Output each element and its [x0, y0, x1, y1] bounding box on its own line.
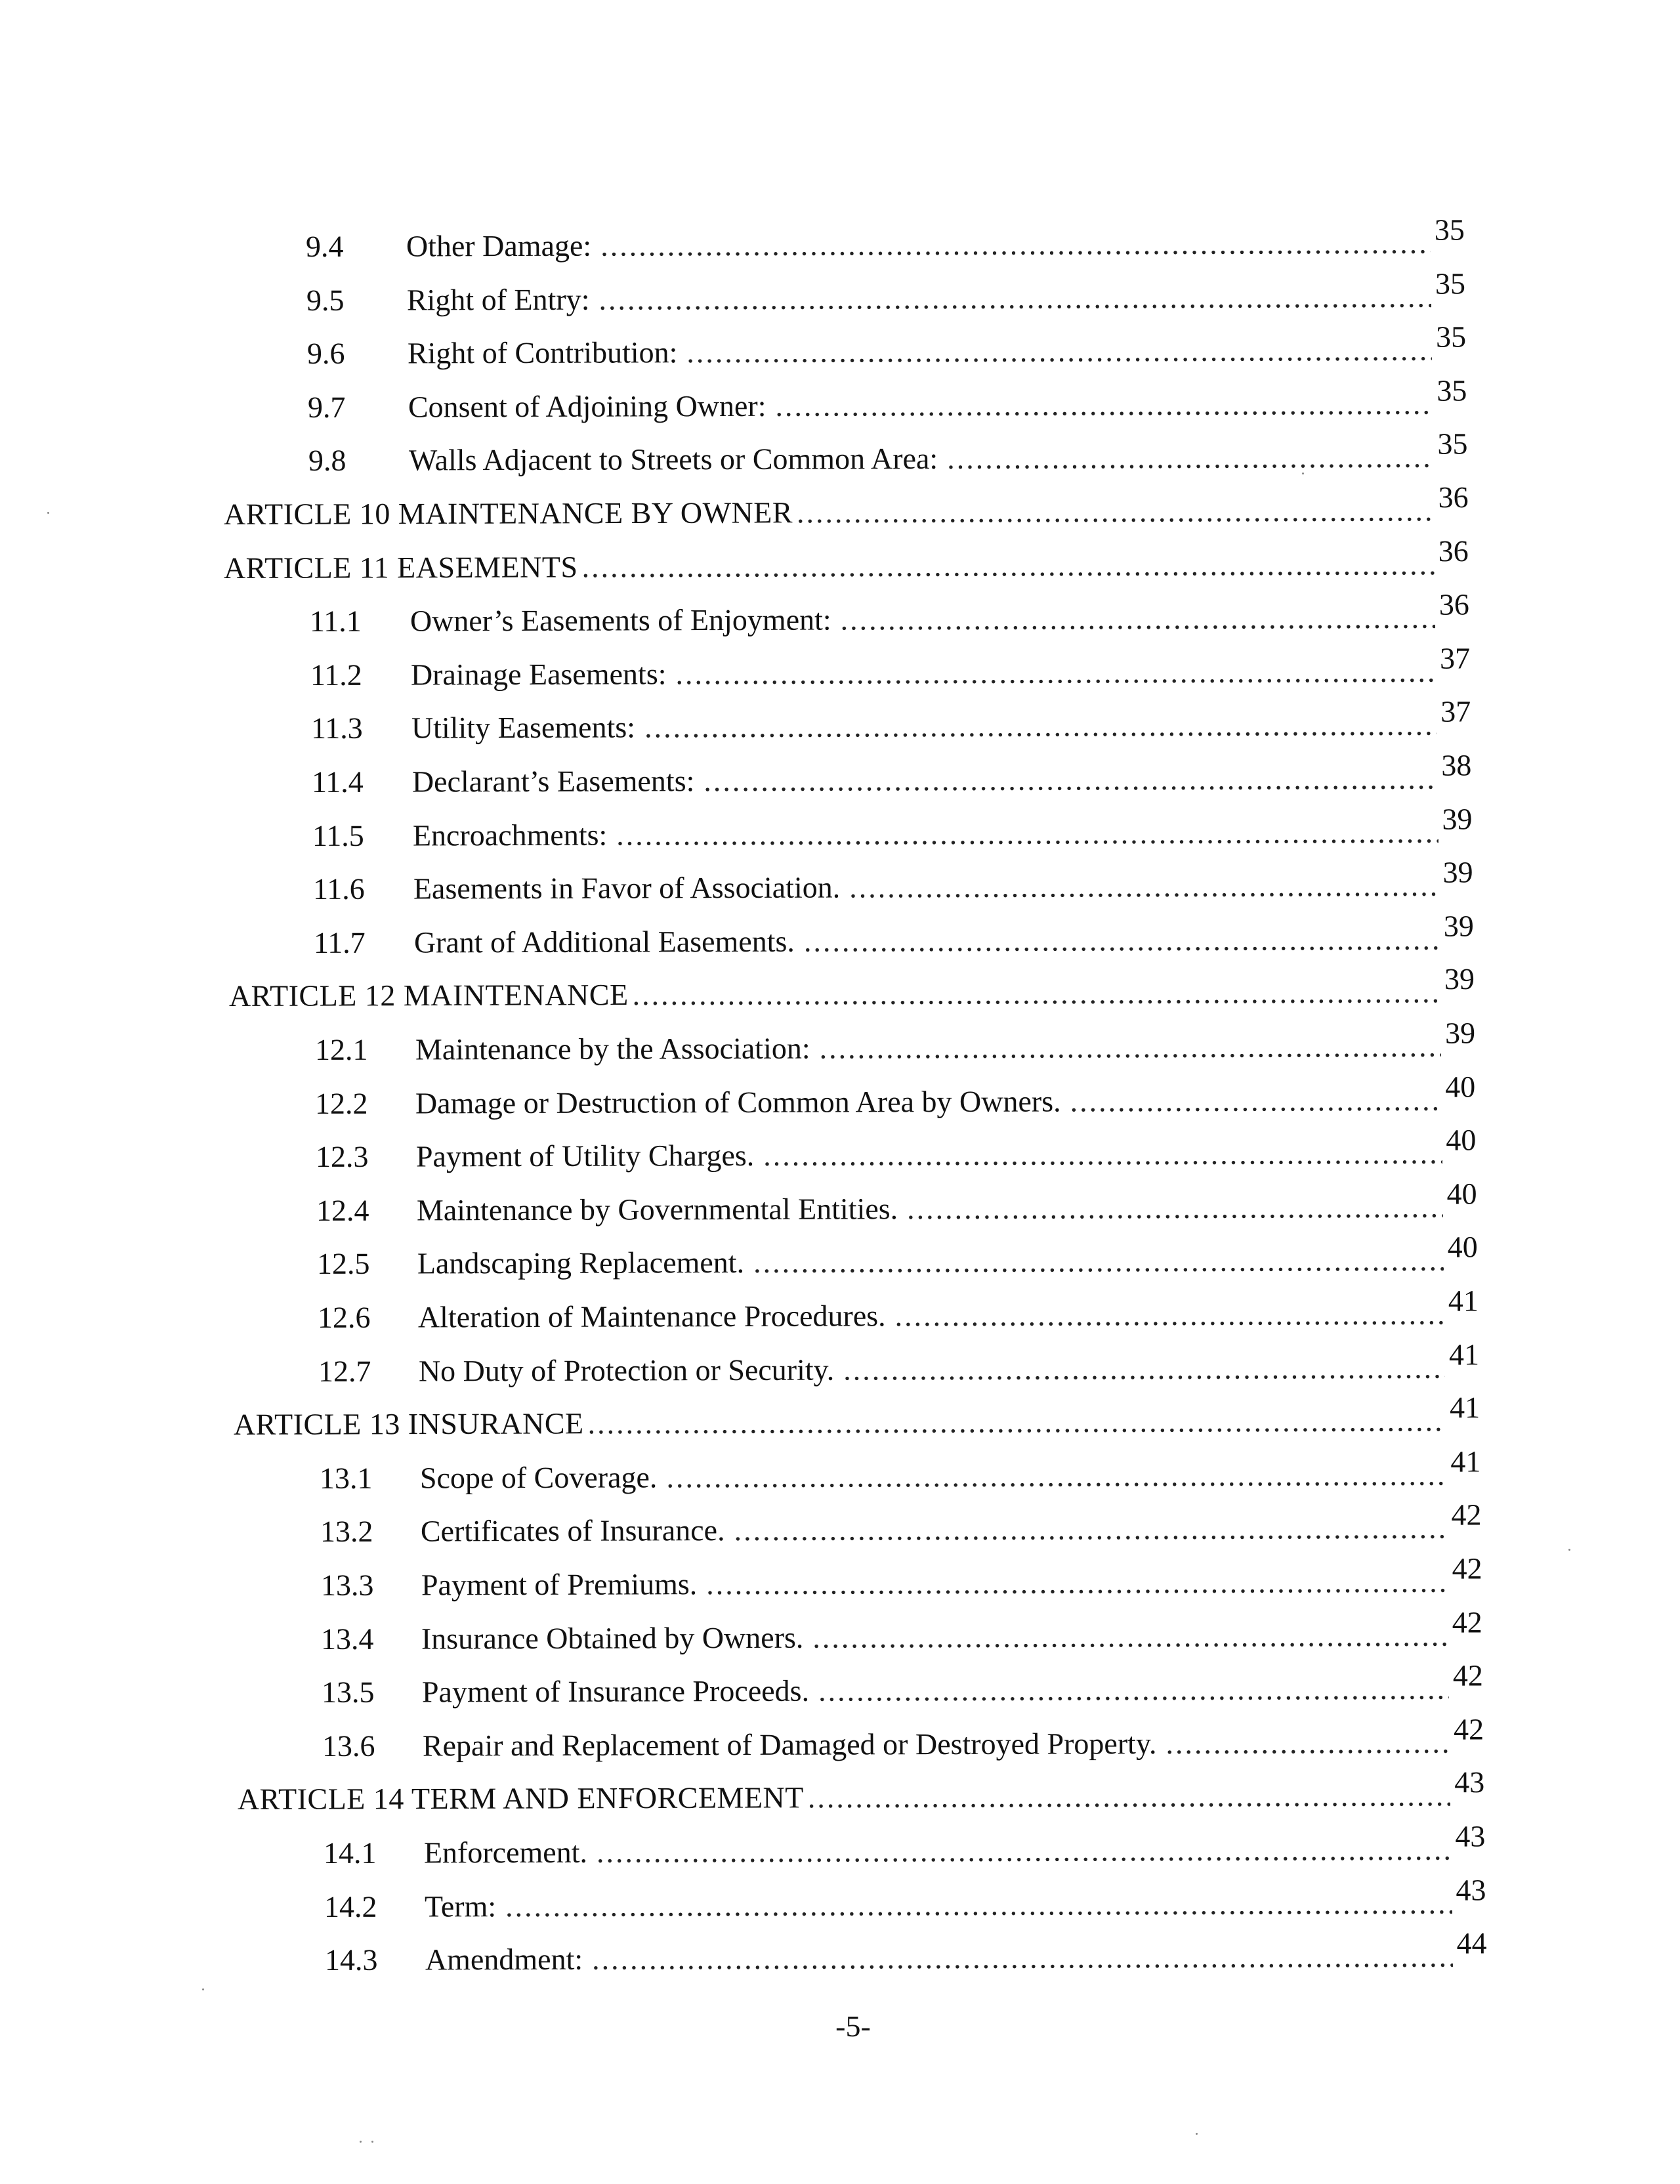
toc-section-entry	[317, 1284, 1479, 1337]
dot-leader	[704, 759, 1437, 801]
toc-entry-title: Amendment:	[425, 1942, 583, 1977]
toc-page-number: 42	[1454, 1712, 1484, 1746]
toc-page-number: 42	[1450, 1498, 1482, 1532]
toc-section-entry	[324, 1926, 1487, 1981]
toc-section-entry	[313, 909, 1474, 963]
toc-article-entry	[228, 962, 1475, 1016]
toc-entry-title: Certificates of Insurance.	[420, 1513, 725, 1548]
toc-entry-title: Landscaping Replacement.	[417, 1246, 745, 1280]
dot-leader	[666, 1455, 1446, 1497]
toc-section-entry	[320, 1551, 1482, 1605]
toc-section-number: 12.1	[314, 1032, 368, 1066]
dot-leader	[734, 1509, 1447, 1550]
scan-speck	[371, 2141, 373, 2143]
toc-section-number: 14.3	[324, 1942, 378, 1977]
dot-leader	[819, 1027, 1441, 1068]
scan-speck	[1302, 472, 1304, 474]
toc-section-number: 13.2	[320, 1515, 373, 1549]
dot-leader	[1166, 1723, 1450, 1763]
dot-leader	[505, 1883, 1452, 1926]
toc-section-number: 13.5	[322, 1675, 375, 1710]
toc-entry-title: Owner’s Easements of Enjoyment:	[410, 602, 832, 638]
toc-page-number: 40	[1446, 1177, 1477, 1211]
toc-section-number: 11.3	[310, 711, 363, 746]
toc-entry-title: No Duty of Protection or Security.	[418, 1353, 835, 1388]
toc-page-number: 35	[1435, 320, 1467, 354]
dot-leader	[818, 1670, 1449, 1711]
toc-entry-title: Easements in Favor of Association.	[413, 870, 841, 906]
dot-leader	[686, 331, 1432, 373]
toc-page-number: 40	[1445, 1070, 1476, 1104]
toc-section-number: 12.4	[316, 1193, 369, 1227]
toc-page-number: 41	[1450, 1444, 1481, 1479]
toc-section-entry	[316, 1123, 1477, 1177]
toc-entry-title: Utility Easements:	[411, 710, 636, 745]
toc-section-entry	[308, 427, 1468, 481]
dot-leader	[775, 384, 1433, 425]
toc-page-number: 35	[1435, 266, 1465, 301]
dot-leader	[587, 1401, 1446, 1443]
toc-page-number: 42	[1452, 1605, 1483, 1639]
toc-page-number: 36	[1438, 480, 1469, 514]
toc-entry-title: Scope of Coverage.	[419, 1460, 658, 1495]
toc-entry-title: ARTICLE 14 TERM AND ENFORCEMENT	[237, 1780, 804, 1816]
dot-leader	[843, 1348, 1445, 1389]
dot-leader	[592, 1937, 1453, 1979]
toc-page-number: 43	[1454, 1765, 1485, 1799]
toc-section-entry	[322, 1658, 1484, 1713]
toc-section-entry	[312, 802, 1473, 856]
dot-leader	[753, 1241, 1444, 1282]
toc-section-number: 9.7	[307, 390, 346, 424]
toc-entry-title: Drainage Easements:	[411, 657, 667, 692]
dot-leader	[600, 224, 1431, 266]
toc-entry-title: ARTICLE 11 EASEMENTS	[224, 549, 579, 585]
toc-section-entry	[320, 1498, 1482, 1552]
toc-article-entry	[233, 1391, 1480, 1444]
toc-entry-title: ARTICLE 12 MAINTENANCE	[228, 978, 629, 1013]
toc-entry-title: Enforcement.	[423, 1835, 588, 1870]
toc-page-number: 35	[1437, 427, 1468, 461]
toc-page-number: 41	[1449, 1391, 1480, 1425]
toc-entry-title: Maintenance by the Association:	[415, 1031, 810, 1066]
toc-section-entry	[310, 641, 1471, 695]
toc-entry-title: Right of Contribution:	[407, 335, 678, 370]
toc-section-number: 12.5	[316, 1247, 370, 1281]
dot-leader	[813, 1616, 1449, 1657]
toc-page-number: 39	[1444, 1016, 1475, 1050]
toc-page-number: 37	[1440, 641, 1471, 675]
toc-page-number: 43	[1455, 1819, 1486, 1853]
toc-entry-title: Payment of Premiums.	[421, 1567, 697, 1602]
dot-leader	[763, 1134, 1442, 1175]
toc-section-number: 11.5	[312, 818, 364, 852]
toc-section-number: 14.2	[324, 1889, 377, 1923]
toc-section-entry	[314, 1016, 1475, 1070]
toc-page-number: 40	[1446, 1123, 1477, 1157]
dot-leader	[616, 812, 1438, 854]
toc-page-number: 41	[1448, 1284, 1479, 1318]
toc-entry-title: Walls Adjacent to Streets or Common Area:	[408, 442, 938, 477]
toc-page-number: 36	[1438, 534, 1469, 568]
scan-speck	[360, 2141, 362, 2143]
dot-leader	[582, 545, 1435, 587]
toc-section-number: 13.1	[319, 1461, 373, 1495]
toc-page-number: 42	[1453, 1658, 1484, 1692]
toc-section-entry	[310, 587, 1470, 642]
dot-leader	[676, 652, 1437, 694]
toc-section-number: 9.8	[308, 444, 346, 478]
toc-entry-title: ARTICLE 13 INSURANCE	[233, 1406, 584, 1442]
toc-page-number: 39	[1442, 802, 1473, 836]
toc-page-number: 39	[1443, 909, 1474, 943]
toc-section-entry	[311, 748, 1472, 802]
toc-entry-title: Other Damage:	[406, 228, 592, 263]
toc-section-number: 11.7	[313, 925, 366, 959]
dot-leader	[808, 1776, 1451, 1818]
toc-entry-title: Term:	[424, 1889, 497, 1923]
toc-entry-title: Insurance Obtained by Owners.	[421, 1620, 804, 1656]
toc-section-entry	[321, 1605, 1483, 1659]
dot-leader	[803, 919, 1439, 961]
toc-section-number: 11.6	[312, 872, 365, 906]
toc-entry-title: Maintenance by Governmental Entities.	[417, 1192, 898, 1227]
toc-entry-title: Right of Entry:	[406, 282, 590, 317]
toc-entry-title: Consent of Adjoining Owner:	[408, 388, 766, 424]
toc-entry-title: Alteration of Maintenance Procedures.	[417, 1299, 886, 1334]
toc-section-number: 14.1	[323, 1836, 377, 1870]
toc-page-number: 37	[1440, 694, 1471, 728]
toc-section-entry	[307, 373, 1467, 427]
toc-section-entry	[318, 1337, 1479, 1391]
toc-article-entry	[237, 1765, 1485, 1819]
toc-entry-title: Payment of Insurance Proceeds.	[422, 1673, 810, 1709]
toc-entry-title: Grant of Additional Easements.	[413, 924, 795, 959]
toc-entry-title: Declarant’s Easements:	[411, 764, 695, 799]
toc-section-number: 13.4	[321, 1622, 374, 1656]
scan-speck	[1568, 1549, 1570, 1551]
dot-leader	[706, 1563, 1448, 1605]
toc-entry-title: Payment of Utility Charges.	[416, 1139, 755, 1173]
scan-speck	[1196, 2133, 1198, 2135]
toc-section-entry	[312, 855, 1473, 910]
dot-leader	[796, 491, 1434, 532]
toc-section-entry	[316, 1230, 1478, 1284]
toc-page-number: 35	[1436, 373, 1467, 408]
dot-leader	[895, 1295, 1444, 1336]
toc-section-entry	[316, 1177, 1477, 1230]
toc-section-number: 12.2	[315, 1086, 368, 1120]
dot-leader	[1070, 1080, 1442, 1121]
dot-leader	[644, 705, 1437, 747]
scan-speck	[202, 1988, 204, 1990]
toc-article-entry	[223, 480, 1469, 534]
toc-page-number: 38	[1441, 748, 1472, 782]
dot-leader	[598, 277, 1431, 319]
toc-section-entry	[315, 1070, 1476, 1124]
toc-page-number: 43	[1456, 1873, 1486, 1907]
toc-section-number: 12.6	[317, 1300, 371, 1334]
toc-page-number: 41	[1448, 1337, 1479, 1372]
toc-section-entry	[324, 1873, 1486, 1927]
dot-leader	[632, 973, 1440, 1015]
toc-entry-title: Encroachments:	[412, 818, 608, 852]
toc-page-number: 42	[1452, 1551, 1482, 1586]
toc-page-number: 40	[1447, 1230, 1478, 1264]
toc-page-number: 39	[1444, 962, 1475, 996]
toc-section-entry	[319, 1444, 1481, 1498]
toc-page-number: 39	[1442, 855, 1473, 889]
toc-section-entry	[322, 1712, 1484, 1766]
toc-entry-title: ARTICLE 10 MAINTENANCE BY OWNER	[223, 495, 793, 531]
toc-section-number: 13.3	[320, 1568, 373, 1602]
toc-page-number: 35	[1434, 213, 1465, 247]
toc-section-number: 9.5	[306, 283, 345, 317]
toc-section-entry	[305, 213, 1465, 266]
toc-page-number: 36	[1439, 587, 1470, 621]
dot-leader	[849, 866, 1439, 908]
toc-section-number: 12.3	[316, 1139, 369, 1174]
toc-section-number: 11.2	[310, 658, 362, 692]
toc-section-entry	[306, 320, 1467, 374]
toc-section-number: 9.4	[305, 229, 344, 264]
page-number-footer: -5-	[835, 2009, 871, 2043]
dot-leader	[907, 1187, 1443, 1228]
toc-section-entry	[306, 266, 1465, 320]
toc-section-entry	[323, 1819, 1486, 1873]
toc-section-entry	[310, 694, 1471, 749]
dot-leader	[597, 1830, 1452, 1872]
toc-article-entry	[224, 534, 1469, 588]
toc-section-number: 9.6	[306, 337, 345, 371]
scan-speck	[47, 512, 49, 514]
dot-leader	[947, 438, 1434, 478]
toc-section-number: 11.4	[311, 765, 364, 799]
toc-entry-title: Repair and Replacement of Damaged or Destroyed Property.	[423, 1726, 1157, 1763]
dot-leader	[841, 598, 1435, 640]
toc-section-number: 12.7	[318, 1354, 371, 1388]
toc-page-number: 44	[1456, 1926, 1487, 1960]
toc-entry-title: Damage or Destruction of Common Area by Owners.	[415, 1084, 1062, 1120]
toc-section-number: 11.1	[310, 604, 362, 639]
toc-section-number: 13.6	[322, 1729, 375, 1763]
